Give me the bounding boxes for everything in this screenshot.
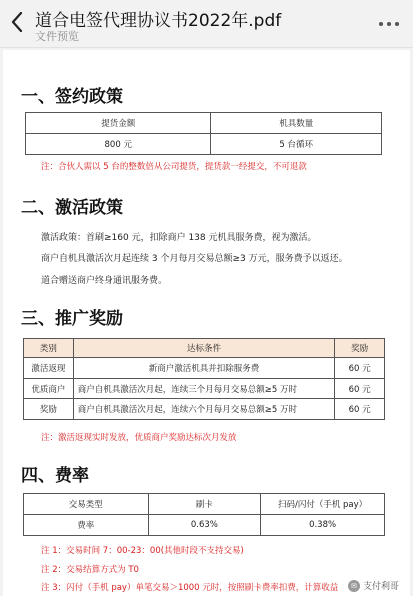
dot-icon (395, 22, 399, 26)
rates-note-1: 注 1：交易时间 7：00-23：00(其他时段不支持交易) (41, 546, 244, 556)
rates-table (23, 493, 385, 536)
table-cell: 5 台循环 (211, 134, 382, 155)
table-cell: 费率 (24, 515, 149, 536)
rates-note-2: 注 2：交易结算方式为 T0 (41, 565, 139, 575)
paragraph: 商户自机具激活次月起连续 3 个月每月交易总额≥3 万元，服务费予以返还。 (41, 254, 348, 264)
table-cell: 800 元 (26, 134, 211, 155)
table-header-cell: 奖励 (335, 339, 385, 358)
rewards-note: 注：激活返现实时发放，优质商户奖励达标次月发放 (41, 433, 237, 443)
chevron-left-icon (11, 12, 23, 32)
table-cell: 60 元 (335, 358, 385, 379)
table-cell: 奖励 (24, 399, 74, 420)
table-row (24, 358, 385, 379)
table-cell: 0.38% (261, 515, 385, 536)
table-header-cell: 刷卡 (148, 494, 261, 515)
rates-note-3: 注 3：闪付（手机 pay）单笔交易＞1000 元时，按照刷卡费率扣费，计算收益 (41, 583, 339, 593)
table-header-cell: 扫码/闪付（手机 pay） (261, 494, 385, 515)
wechat-icon: ✉ (348, 580, 360, 592)
table-cell: 60 元 (335, 379, 385, 399)
document-page[interactable] (3, 50, 410, 596)
table-cell: 优质商户 (24, 379, 74, 399)
table-cell: 60 元 (335, 399, 385, 420)
back-button[interactable] (6, 8, 28, 36)
table-cell: 新商户激活机具并扣除服务费 (73, 358, 335, 379)
dot-icon (387, 22, 391, 26)
section-heading-rewards: 三、推广奖励 (21, 309, 123, 329)
file-subtitle: 文件预览 (35, 30, 79, 43)
top-bar (0, 0, 413, 48)
signing-table (25, 112, 382, 155)
table-cell: 商户自机具激活次月起，连续六个月每月交易总额≥5 万时 (73, 399, 335, 420)
paragraph: 道合赠送商户终身通讯服务费。 (41, 276, 168, 286)
paragraph: 激活政策：首刷≥160 元，扣除商户 138 元机具服务费，视为激活。 (41, 233, 317, 243)
table-cell: 商户自机具激活次月起，连续三个月每月交易总额≥5 万时 (73, 379, 335, 399)
table-header-cell: 机具数量 (211, 113, 382, 134)
file-title: 道合电签代理协议书2022年.pdf (35, 11, 282, 31)
section-heading-rates: 四、费率 (21, 466, 89, 486)
table-cell: 激活返现 (24, 358, 74, 379)
table-cell: 0.63% (148, 515, 261, 536)
table-header-cell: 类别 (24, 339, 74, 358)
table-header-cell: 交易类型 (24, 494, 149, 515)
section-heading-activation: 二、激活政策 (21, 198, 123, 218)
section-heading-signing: 一、签约政策 (21, 87, 123, 107)
rewards-table (23, 338, 385, 420)
more-options-button[interactable] (375, 14, 403, 34)
dot-icon (379, 22, 383, 26)
table-header-cell: 达标条件 (73, 339, 335, 358)
watermark (345, 578, 402, 593)
watermark-text: 支付利哥 (362, 582, 399, 592)
table-header-cell: 提货金额 (26, 113, 211, 134)
table-row (24, 399, 385, 420)
table-row (24, 379, 385, 399)
signing-note: 注：合伙人需以 5 台的整数倍从公司提货，提货款一经提交，不可退款 (41, 162, 307, 172)
